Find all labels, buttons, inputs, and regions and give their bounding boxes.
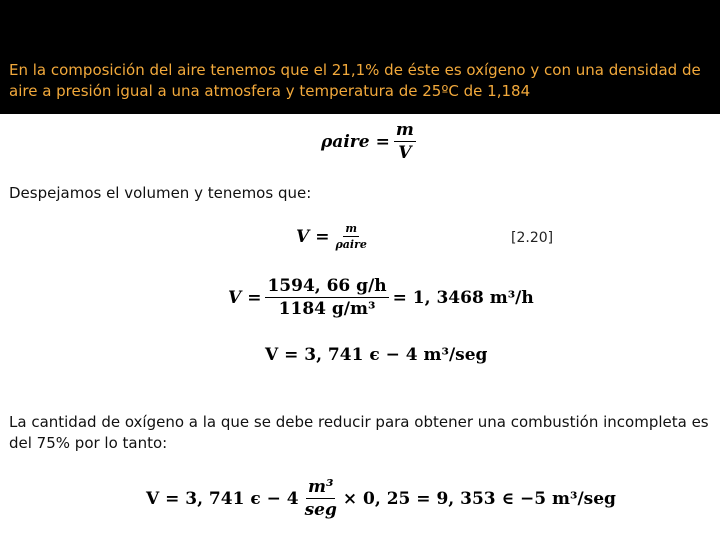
eq1-equals: =	[375, 131, 390, 152]
eq3-equals: =	[247, 287, 262, 308]
eq2-numerator: m	[345, 222, 357, 235]
eq1-numerator: m	[395, 120, 414, 140]
eq5-denominator: seg	[304, 500, 337, 520]
eq2-equals: =	[315, 226, 330, 247]
text-despejamos: Despejamos el volumen y tenemos que:	[9, 184, 312, 202]
eq3-numerator: 1594, 66 g/h	[267, 276, 387, 296]
eq1-lhs: ρaire	[321, 131, 370, 152]
equation-volume	[296, 222, 373, 251]
eq3-fraction	[265, 276, 388, 319]
eq3-denominator: 1184 g/m³	[278, 299, 376, 319]
eq2-lhs: V	[296, 226, 310, 247]
equation-reference: [2.20]	[511, 230, 554, 246]
eq5-numerator: m³	[308, 477, 334, 497]
equation-density	[321, 120, 420, 163]
eq3-lhs: V	[228, 287, 242, 308]
eq5-lhs: V = 3, 741 ϵ − 4	[146, 488, 299, 509]
eq3-result: = 1, 3468 m³/h	[392, 287, 534, 308]
eq5-fraction	[303, 477, 339, 520]
header-text: En la composición del aire tenemos que el 21,1% de éste es oxígeno y con una densidad de aire a presión igual a una atmosfera y temperatura de 25ºC de 1,184	[9, 61, 701, 100]
equation-volume-numeric	[228, 276, 534, 319]
eq5-result: × 0, 25 = 9, 353 ∈ −5 m³/seg	[342, 488, 616, 509]
eq2-denominator: ρaire	[335, 238, 367, 251]
eq1-denominator: V	[398, 143, 412, 163]
eq1-fraction	[394, 120, 416, 163]
eq2-fraction	[333, 222, 368, 251]
equation-volume-seconds: V = 3, 741 ϵ − 4 m³/seg	[265, 345, 488, 365]
equation-final	[146, 477, 616, 520]
text-oxigeno: La cantidad de oxígeno a la que se debe reducir para obtener una combustión incompleta es del 75% por lo tanto:	[9, 413, 709, 452]
